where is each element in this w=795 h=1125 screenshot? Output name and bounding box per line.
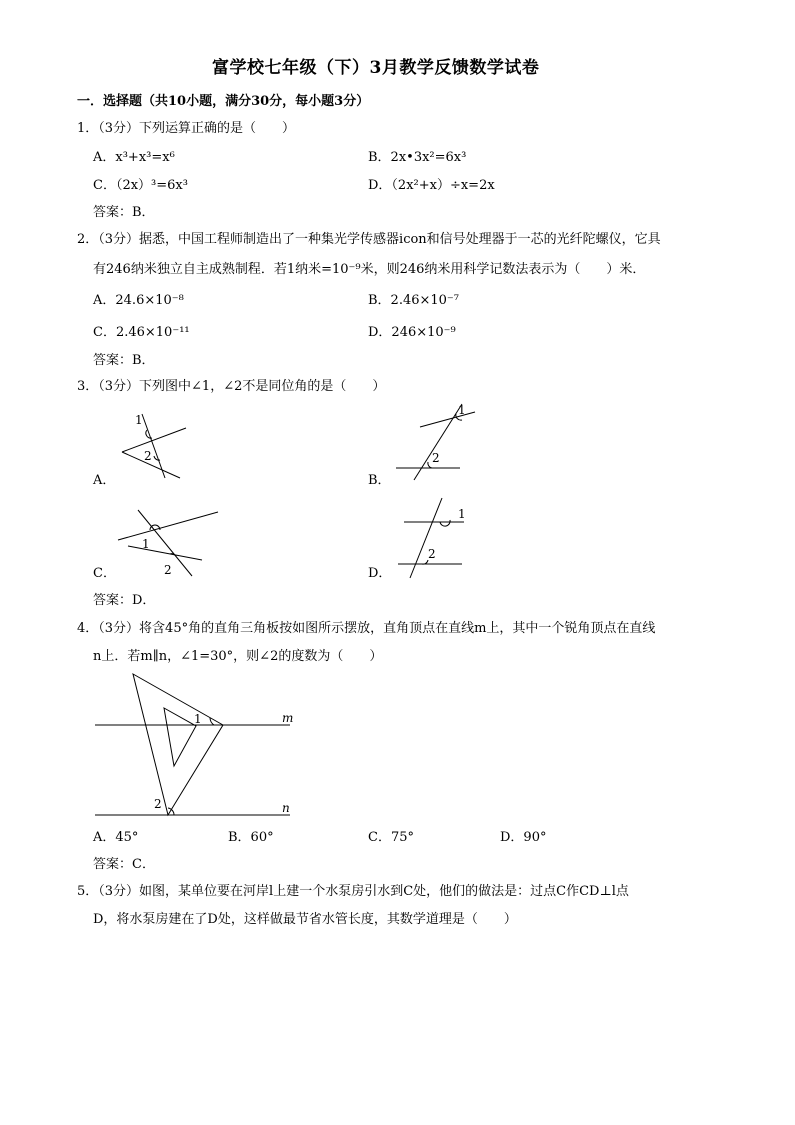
q2-option-d: D．246×10⁻⁹ bbox=[368, 325, 456, 340]
q3-figure-c bbox=[112, 504, 222, 579]
q5-stem-line1: 5．（3分）如图，某单位要在河岸l上建一个水泵房引水到C处，他们的做法是：过点C作CD⊥l点 bbox=[77, 884, 629, 899]
q4-option-c: C．75° bbox=[368, 830, 414, 845]
q3-figure-d-label: D． bbox=[368, 566, 392, 581]
q4-option-d: D．90° bbox=[500, 830, 547, 845]
q3b-angle1-label: 1 bbox=[458, 403, 466, 417]
q3-answer: 答案：D． bbox=[93, 593, 156, 608]
q3a-angle2-label: 2 bbox=[144, 449, 152, 463]
q4-option-b: B．60° bbox=[228, 830, 274, 845]
q2-stem-line2: 有246纳米独立自主成熟制程．若1纳米=10⁻⁹米，则246纳米用科学记数法表示为（ ）米． bbox=[93, 262, 646, 277]
q4-angle1-label: 1 bbox=[194, 712, 202, 726]
q4-angle2-label: 2 bbox=[154, 797, 162, 811]
q3-figure-c-label: C． bbox=[93, 566, 116, 581]
q3-stem: 3．（3分）下列图中∠1，∠2不是同位角的是（ ） bbox=[77, 379, 386, 394]
q3a-angle1-label: 1 bbox=[135, 413, 143, 427]
q2-option-c: C．2.46×10⁻¹¹ bbox=[93, 325, 190, 340]
q3-figure-a bbox=[110, 408, 200, 483]
q4-stem-line2: n上．若m∥n，∠1=30°，则∠2的度数为（ ） bbox=[93, 649, 383, 664]
q3-figure-b bbox=[390, 402, 480, 482]
q4-line-n-label: n bbox=[282, 801, 290, 815]
q2-answer: 答案：B． bbox=[93, 353, 155, 368]
q4-figure bbox=[90, 668, 305, 820]
page-title: 富学校七年级（下）3月教学反馈数学试卷 bbox=[212, 58, 540, 78]
q3-figure-a-label: A． bbox=[93, 473, 116, 488]
q4-line-m-label: m bbox=[282, 711, 294, 725]
q2-option-a: A．24.6×10⁻⁸ bbox=[93, 293, 184, 308]
q3-figure-b-label: B． bbox=[368, 473, 391, 488]
q1-stem: 1．（3分）下列运算正确的是（ ） bbox=[77, 121, 296, 136]
q3d-angle2-label: 2 bbox=[428, 547, 436, 561]
q5-stem-line2: D，将水泵房建在了D处，这样做最节省水管长度，其数学道理是（ ） bbox=[93, 912, 517, 927]
q4-answer: 答案：C． bbox=[93, 857, 155, 872]
q1-option-d: D．（2x²+x）÷x=2x bbox=[368, 178, 495, 193]
q3d-angle1-label: 1 bbox=[458, 507, 466, 521]
q1-option-b: B．2x•3x²=6x³ bbox=[368, 150, 467, 165]
q1-option-c: C．（2x）³=6x³ bbox=[93, 178, 188, 193]
q4-stem-line1: 4．（3分）将含45°角的直角三角板按如图所示摆放，直角顶点在直线m上，其中一个锐角顶点在直线 bbox=[77, 621, 656, 636]
q1-option-a: A．x³+x³=x⁶ bbox=[93, 150, 175, 165]
q2-option-b: B．2.46×10⁻⁷ bbox=[368, 293, 460, 308]
section-header: 一．选择题（共10小题，满分30分，每小题3分） bbox=[77, 94, 370, 109]
q1-answer: 答案：B． bbox=[93, 205, 155, 220]
q3c-angle1-label: 1 bbox=[142, 537, 150, 551]
q3c-angle2-label: 2 bbox=[164, 563, 172, 577]
q2-stem-line1: 2．（3分）据悉，中国工程师制造出了一种集光学传感器icon和信号处理器于一芯的光纤陀螺仪，它具 bbox=[77, 232, 661, 247]
q3b-angle2-label: 2 bbox=[432, 451, 440, 465]
q3-figure-d bbox=[394, 494, 474, 580]
q4-option-a: A．45° bbox=[93, 830, 139, 845]
